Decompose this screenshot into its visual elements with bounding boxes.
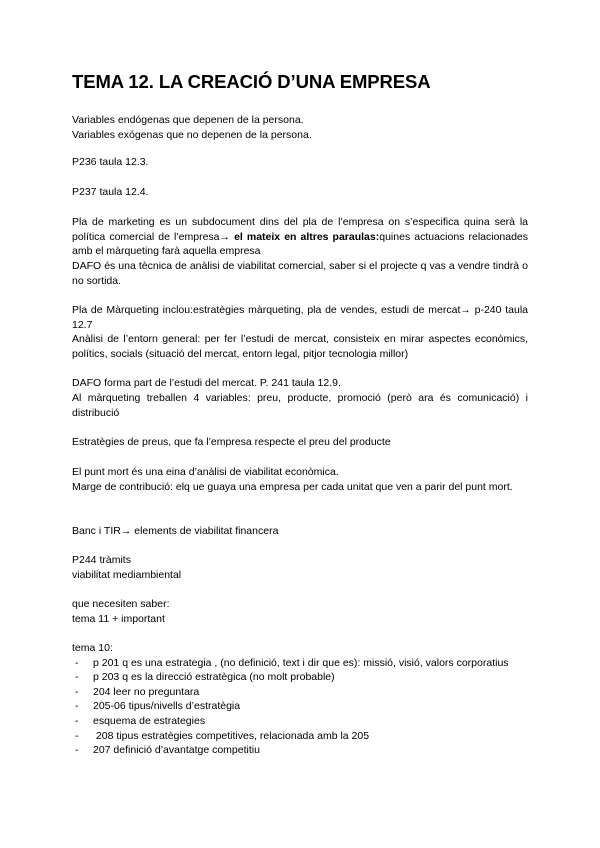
variables-section (72, 113, 528, 142)
dafo-definition-text: DAFO és una tècnica de anàlisi de viabilitat comercial, saber si el projecte q vas a vendre tindrà o no sortida. (72, 260, 528, 287)
environmental-viability-line: viabilitat mediambiental (72, 568, 182, 581)
page-title: TEMA 12. LA CREACIÓ D’UNA EMPRESA (72, 71, 431, 92)
variables-endogenous-line: Variables endógenas que depenen de la persona. (72, 114, 304, 126)
price-strategies-text: Estratègies de preus, que fa l’empresa respecte el preu del producte (72, 436, 391, 448)
topic-11-line: tema 11 + important (72, 612, 165, 625)
environment-analysis-text: Anàlisi de l’entorn general: per fer l’estudi de mercat, consisteix en mirar aspectes econòmics, polítics, socials (situació del mercat, entorn legal, pitjor tecnologia millor) (72, 333, 528, 360)
list-item: - 207 definició d’avantatge competitiu (75, 744, 260, 757)
contribution-margin-paragraph (72, 480, 528, 495)
list-item: - 204 leer no preguntara (75, 685, 200, 698)
marketing-variables-paragraph (72, 391, 528, 420)
list-item: - 208 tipus estratègies competitives, relacionada amb la 205 (75, 729, 370, 742)
procedures-line: P244 tràmits (72, 554, 131, 566)
need-to-know-line: que necesiten saber: (72, 598, 170, 610)
list-item: - esquema de estrategies (75, 714, 206, 727)
financial-viability-line (72, 524, 528, 539)
contribution-margin-text: Marge de contribució: elq ue guaya una empresa per cada unitat que ven a parir del punt mort. (72, 481, 513, 493)
marketing-plan-includes-text: Pla de Màrqueting inclou:estratègies màrqueting, pla de vendes, estudi de mercat→ p-240 taula 12.7 (72, 304, 528, 331)
break-even-text: El punt mort és una eina d’anàlisi de viabilitat econòmica. (72, 466, 339, 478)
break-even-line (72, 465, 528, 480)
list-item: - 205-06 tipus/nivells d’estratègia (75, 700, 241, 713)
marketing-plan-text-end: quines actuacions relacionades amb el màrqueting farà aquella empresa (72, 230, 529, 258)
price-strategies-line (72, 435, 528, 450)
need-to-know-section (72, 597, 528, 626)
marketing-variables-text: Al màrqueting treballen 4 variables: preu, producte, promoció (però ara és comunicació) i distribució (72, 392, 528, 419)
dafo-definition-paragraph (72, 259, 528, 288)
procedures-section (72, 553, 528, 582)
reference-p236: P236 taula 12.3. (72, 156, 149, 168)
marketing-plan-includes-paragraph (72, 303, 528, 332)
marketing-plan-text: Pla de marketing es un subdocument dins del pla de l’empresa on s’especifica quina serà la política comercial de l’empresa→ (72, 216, 528, 243)
list-item: - p 201 q es una estrategia , (no definició, text i dir que es): missió, visió, valors corporatius (75, 656, 509, 669)
marketing-plan-bold-text: el mateix en altres paraulas: (234, 230, 380, 243)
topic-10-section (72, 641, 528, 758)
environment-analysis-paragraph (72, 332, 528, 361)
dafo-market-study-line (72, 376, 528, 391)
financial-viability-text: Banc i TIR→ elements de viabilitat financera (72, 525, 279, 537)
list-item: - p 203 q es la direcció estratègica (no molt probable) (75, 671, 335, 684)
reference-line (72, 185, 528, 200)
dafo-market-study-text: DAFO forma part de l’estudi del mercat. P. 241 taula 12.9. (72, 377, 341, 389)
marketing-plan-paragraph (72, 215, 528, 259)
reference-line (72, 155, 528, 170)
reference-p237: P237 taula 12.4. (72, 186, 149, 198)
topic-10-list (72, 656, 528, 758)
variables-exogenous-line: Variables exógenas que no depenen de la persona. (72, 128, 312, 141)
topic-10-heading: tema 10: (72, 642, 113, 654)
